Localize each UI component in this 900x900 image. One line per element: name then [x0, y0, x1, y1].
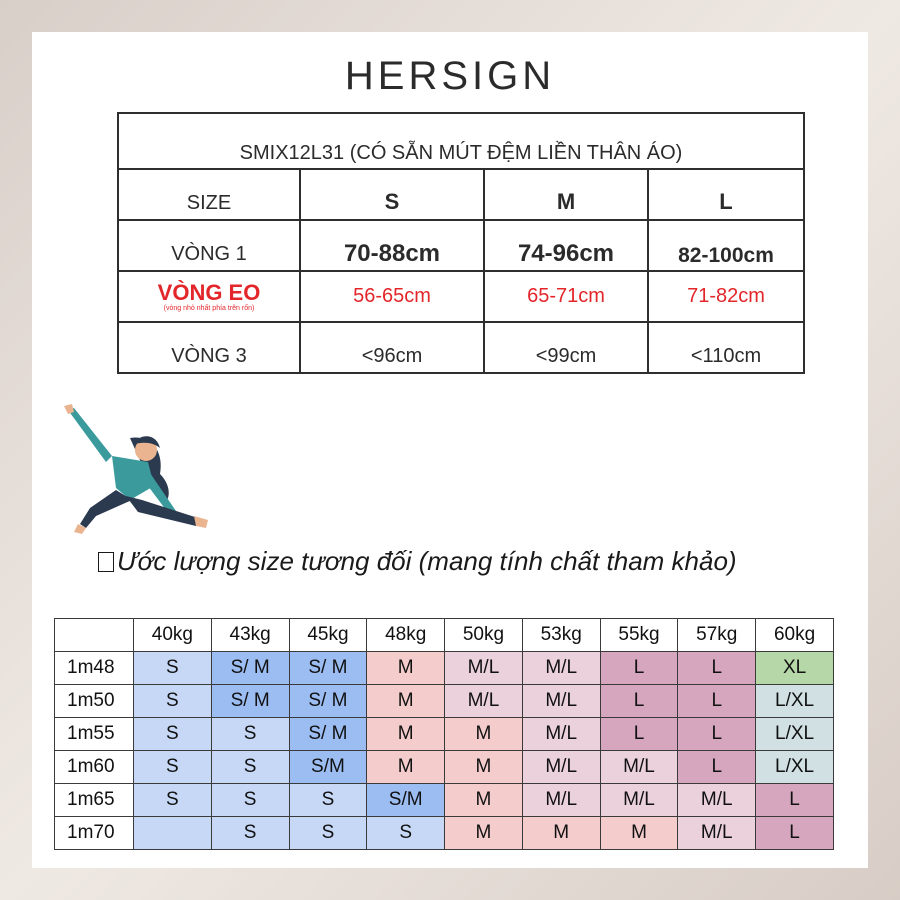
spec-table [117, 112, 805, 374]
size-cell: S/ M [289, 718, 367, 751]
height-label: 1m60 [55, 751, 134, 784]
weight-header: 40kg [134, 619, 212, 652]
vong1-s: 70-88cm [300, 220, 484, 271]
brand-logo: HERSIGN [344, 54, 556, 98]
weight-header: 57kg [678, 619, 756, 652]
size-cell: S/M [367, 784, 445, 817]
vong-eo-label: VÒNG EO [157, 279, 261, 305]
size-cell: L [678, 718, 756, 751]
size-cell: S/ M [211, 652, 289, 685]
size-cell: S/ M [289, 652, 367, 685]
spec-size-m: M [484, 169, 648, 220]
size-cell: S [289, 817, 367, 850]
size-cell: S [367, 817, 445, 850]
size-row [55, 751, 834, 784]
vong-eo-note: (vòng nhỏ nhất phía trên rốn) [163, 304, 255, 312]
vong1-label: VÒNG 1 [118, 220, 300, 271]
vong3-l: <110cm [648, 322, 804, 373]
spec-size-label: SIZE [118, 169, 300, 220]
size-cell: S [211, 784, 289, 817]
corner-cell [55, 619, 134, 652]
vong3-label: VÒNG 3 [118, 322, 300, 373]
size-cell: M [367, 718, 445, 751]
size-cell: L [600, 652, 678, 685]
size-cell: S [134, 685, 212, 718]
size-cell: S [134, 718, 212, 751]
spec-title: SMIX12L31 (CÓ SẴN MÚT ĐỆM LIỀN THÂN ÁO) [118, 113, 804, 169]
size-cell: M [600, 817, 678, 850]
size-cell: L/XL [756, 718, 834, 751]
size-cell: M/L [600, 784, 678, 817]
size-cell: L [600, 718, 678, 751]
estimate-title [98, 546, 858, 577]
vong1-l: 82-100cm [648, 220, 804, 271]
size-row [55, 652, 834, 685]
vong3-s: <96cm [300, 322, 484, 373]
size-cell: XL [756, 652, 834, 685]
spec-size-l: L [648, 169, 804, 220]
size-cell: M [522, 817, 600, 850]
size-cell: S [134, 652, 212, 685]
size-cell: S [211, 817, 289, 850]
size-cell: L [600, 685, 678, 718]
vong-eo-s: 56-65cm [300, 271, 484, 322]
size-row [55, 685, 834, 718]
weight-header: 60kg [756, 619, 834, 652]
weight-header: 43kg [211, 619, 289, 652]
size-cell: L [678, 685, 756, 718]
vong3-m: <99cm [484, 322, 648, 373]
size-rows [55, 652, 834, 850]
size-cell: M [367, 652, 445, 685]
ruler-icon [98, 552, 114, 572]
size-cell: M [445, 718, 523, 751]
size-cell: M [445, 751, 523, 784]
size-cell: M [367, 685, 445, 718]
estimate-title-text: Ước lượng size tương đối (mang tính chất tham khảo) [117, 546, 737, 576]
size-cell: M/L [522, 751, 600, 784]
size-cell: M/L [445, 685, 523, 718]
size-cell: M/L [445, 652, 523, 685]
weight-header: 50kg [445, 619, 523, 652]
height-label: 1m50 [55, 685, 134, 718]
size-cell: S/ M [289, 685, 367, 718]
weight-header-row [55, 619, 834, 652]
weight-header: 55kg [600, 619, 678, 652]
size-cell: M [445, 784, 523, 817]
size-cell: S [211, 718, 289, 751]
weight-header: 53kg [522, 619, 600, 652]
size-row [55, 718, 834, 751]
size-row [55, 784, 834, 817]
size-cell: M/L [522, 652, 600, 685]
size-row [55, 817, 834, 850]
vong1-m: 74-96cm [484, 220, 648, 271]
height-label: 1m70 [55, 817, 134, 850]
size-chart-card [32, 32, 868, 868]
size-cell: M/L [522, 685, 600, 718]
size-cell: M/L [678, 784, 756, 817]
size-cell [134, 817, 212, 850]
size-cell: S/M [289, 751, 367, 784]
weight-header: 48kg [367, 619, 445, 652]
height-label: 1m55 [55, 718, 134, 751]
size-cell: L [678, 751, 756, 784]
size-cell: L [756, 784, 834, 817]
size-cell: M/L [522, 784, 600, 817]
size-estimate-table [54, 618, 834, 850]
weight-header: 45kg [289, 619, 367, 652]
size-cell: S/ M [211, 685, 289, 718]
spec-size-s: S [300, 169, 484, 220]
size-cell: S [211, 751, 289, 784]
height-label: 1m48 [55, 652, 134, 685]
size-cell: L/XL [756, 685, 834, 718]
size-cell: S [289, 784, 367, 817]
size-cell: L/XL [756, 751, 834, 784]
size-cell: M/L [678, 817, 756, 850]
height-label: 1m65 [55, 784, 134, 817]
yoga-woman-illustration [60, 404, 210, 534]
size-cell: M [367, 751, 445, 784]
size-cell: S [134, 784, 212, 817]
vong-eo-m: 65-71cm [484, 271, 648, 322]
size-cell: M [445, 817, 523, 850]
size-cell: L [756, 817, 834, 850]
vong-eo-label-cell [118, 271, 300, 322]
size-cell: L [678, 652, 756, 685]
size-cell: M/L [522, 718, 600, 751]
size-cell: M/L [600, 751, 678, 784]
size-cell: S [134, 751, 212, 784]
vong-eo-l: 71-82cm [648, 271, 804, 322]
